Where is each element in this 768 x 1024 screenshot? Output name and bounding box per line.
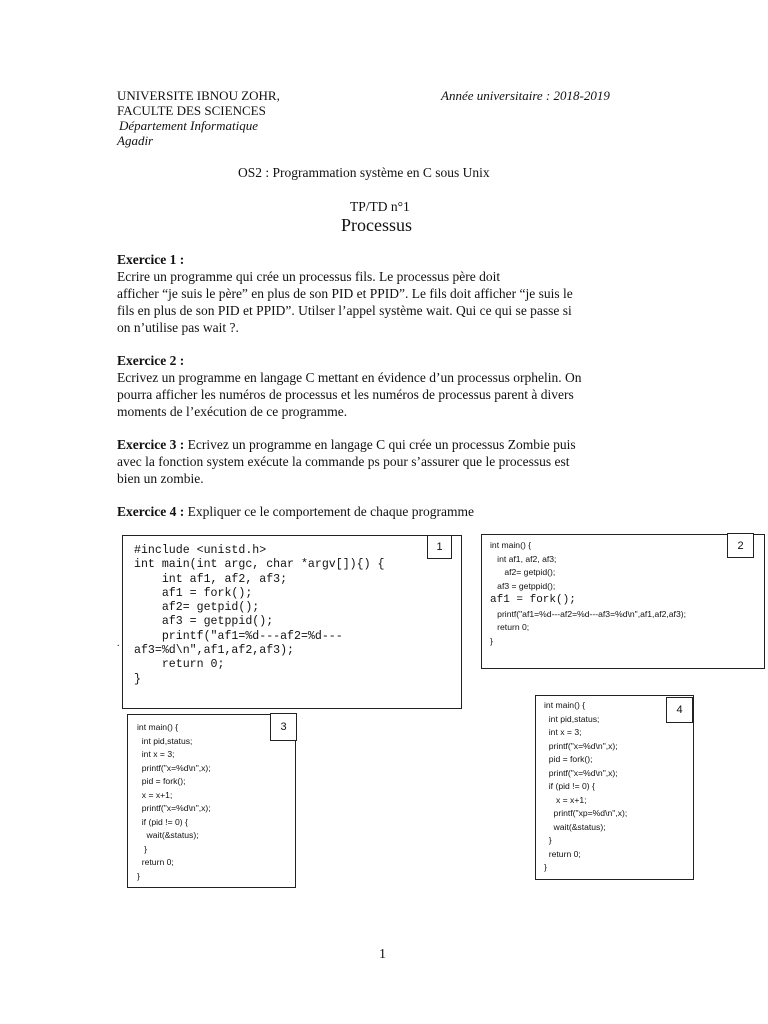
program-2-number-text: 2 [737, 539, 744, 552]
exercise-2-line: Ecrivez un programme en langage C mettant en évidence d’un processus orphelin. On [117, 370, 582, 385]
program-3-code: int main() { int pid,status; int x = 3; printf("x=%d\n",x); pid = fork(); x = x+1; printf("x=%d\n",x); if (pid != 0) { wait(&status); } return 0; } [137, 722, 211, 881]
exercise-1-line: Ecrire un programme qui crée un processus fils. Le processus père doit [117, 269, 501, 284]
exercise-3-line: bien un zombie. [117, 471, 204, 486]
program-3-number [270, 713, 297, 741]
city-name: Agadir [117, 133, 154, 148]
exercise-1 [117, 251, 573, 336]
program-2-code-bottom: printf("af1=%d---af2=%d---af3=%d\n",af1,af2,af3); return 0; } [490, 608, 686, 646]
program-2-code-top: int main() { int af1, af2, af3; af2= getpid(); af3 = getppid(); [490, 540, 557, 591]
program-1-number-text: 1 [436, 541, 443, 553]
department-name: Département Informatique [119, 118, 259, 133]
program-4-number [666, 697, 693, 723]
stray-dot: . [117, 638, 120, 649]
academic-year: Année universitaire : 2018-2019 [441, 88, 610, 103]
exercise-1-line: fils en plus de son PID et PPID”. Utilser l’appel système wait. Qui ce qui se passe si [117, 303, 572, 318]
program-2-number [727, 533, 754, 558]
page-number: 1 [379, 947, 386, 962]
exercise-3-line: Ecrivez un programme en langage C qui crée un processus Zombie puis [184, 437, 576, 452]
faculty-name: FACULTE DES SCIENCES [117, 103, 266, 118]
course-title: OS2 : Programmation système en C sous Unix [238, 165, 490, 180]
exercise-4-line: Expliquer ce le comportement de chaque programme [184, 504, 474, 519]
exercise-3 [117, 436, 576, 487]
exercise-4 [117, 503, 474, 520]
university-name: UNIVERSITE IBNOU ZOHR, [117, 88, 280, 103]
exercise-1-line: on n’utilise pas wait ?. [117, 320, 239, 335]
exercise-3-label: Exercice 3 : [117, 437, 185, 452]
program-4-code: int main() { int pid,status; int x = 3; printf("x=%d\n",x); pid = fork(); printf("x=%d\n",x); if (pid != 0) { x = x+1; printf("xp=%d\n",x); wait(&status); } return 0; } [544, 700, 628, 872]
program-2-code [490, 539, 686, 648]
exercise-2-line: moments de l’exécution de ce programme. [117, 404, 348, 419]
program-1-box [122, 535, 462, 709]
program-3-number-text: 3 [280, 721, 287, 733]
exercise-1-label: Exercice 1 : [117, 252, 185, 267]
exercise-2-line: pourra afficher les numéros de processus et les numéros de processus parent à divers [117, 387, 574, 402]
exercise-1-line: afficher “je suis le père” en plus de son PID et PPID”. Le fils doit afficher “je suis le [117, 286, 573, 301]
main-title: Processus [341, 215, 412, 235]
tp-label: TP/TD n°1 [350, 199, 410, 214]
exercise-2-label: Exercice 2 : [117, 353, 185, 368]
program-1-number [427, 535, 452, 559]
program-2-box [481, 534, 765, 669]
program-2-code-fork: af1 = fork(); [490, 594, 576, 606]
program-1-code: #include <unistd.h> int main(int argc, char *argv[]){) { int af1, af2, af3; af1 = fork(); af2= getpid(); af3 = getppid(); printf("af1=%d---af2=%d--- af3=%d\n",af1,af2,af3); return 0; } [134, 544, 385, 686]
exercise-3-line: avec la fonction system exécute la commande ps pour s’assurer que le processus est [117, 454, 570, 469]
program-4-number-text: 4 [676, 704, 683, 716]
exercise-4-label: Exercice 4 : [117, 504, 185, 519]
exercise-2 [117, 352, 581, 420]
